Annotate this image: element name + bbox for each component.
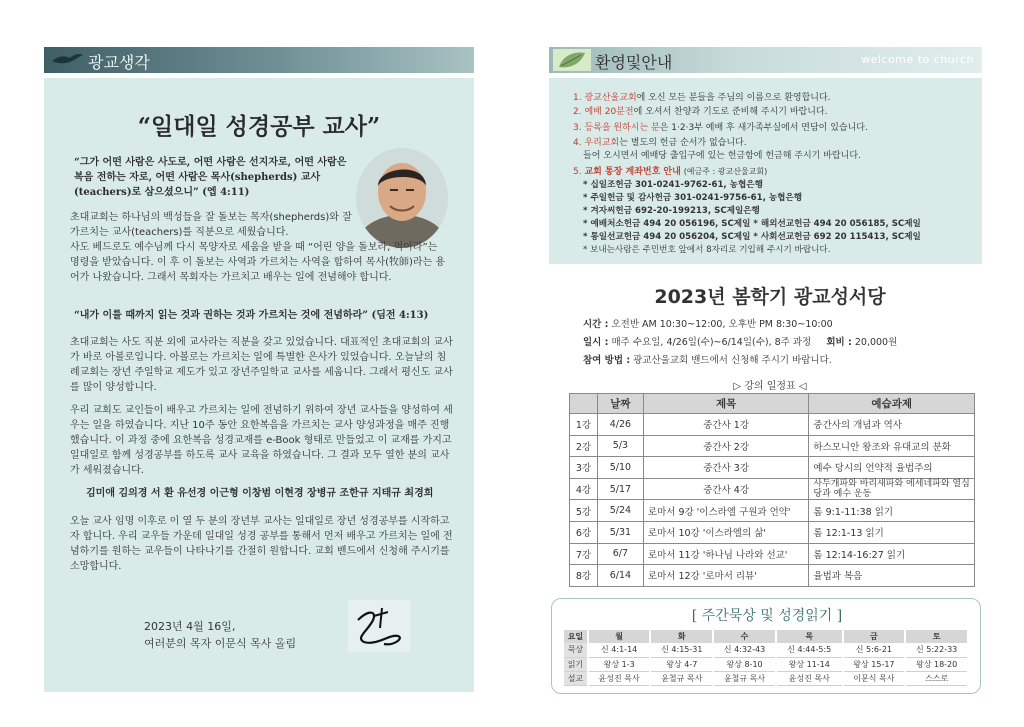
- lecture-prep: 사두개파와 바리새파와 에세네파와 열심당과 예수 운동: [809, 478, 975, 500]
- weekly-cell: 신 5:22-33: [905, 643, 968, 657]
- info-fee-label: 회비 :: [826, 337, 852, 348]
- left-header: [44, 47, 474, 73]
- weekly-header-row: [564, 630, 968, 643]
- weekly-cell: 신 5:6-21: [843, 643, 906, 657]
- notice-2-text: 에 오셔서 찬양과 기도로 준비해 주시기 바랍니다.: [633, 107, 828, 117]
- lecture-prep: 예수 당시의 언약적 율법주의: [809, 457, 975, 479]
- lecture-no: 3강: [570, 457, 598, 479]
- weekly-reading-box: [551, 598, 981, 694]
- weekly-cell: 신 4:44-5:5: [776, 643, 843, 657]
- lecture-title: 로마서 9강 '이스라엘 구원과 언약': [643, 500, 809, 522]
- table-row: [570, 457, 975, 479]
- lecture-no: 7강: [570, 543, 598, 565]
- notice-3: [573, 122, 978, 134]
- lecture-prep: 율법과 복음: [809, 565, 975, 587]
- lecture-prep: 롬 12:1-13 읽기: [809, 521, 975, 543]
- weekly-row-label: 읽기: [564, 657, 588, 671]
- letter-date: 2023년 4월 16일,: [144, 620, 236, 633]
- info-time: [583, 316, 833, 330]
- table-row: [570, 521, 975, 543]
- weekly-header-fri: 금: [843, 630, 906, 643]
- table-row: [570, 435, 975, 457]
- notice-4: [573, 137, 978, 149]
- notice-1: [573, 92, 978, 104]
- weekly-cell: 왕상 8-10: [713, 657, 776, 671]
- weekly-cell: 윤철규 목사: [650, 671, 713, 685]
- weekly-row-label: 설교: [564, 671, 588, 685]
- notice-3-num: 3.: [573, 123, 582, 133]
- lecture-title: 중간사 2강: [643, 435, 809, 457]
- lecture-prep: 롬 9:1-11:38 읽기: [809, 500, 975, 522]
- notice-2-num: 2.: [573, 107, 582, 117]
- paragraph-1b: 사도 베드로도 예수님께 다시 목양자로 세움을 받을 때 “어린 양을 돌보라, 먹이라”는 명령을 받았습니다. 이 후 이 돌보는 사역과 가르치는 사역을 합하여 목사(牧師)라는 용어가 나왔습니다. 그래서 목회자는 가르치고 배우는 일에 전념해야 합니다.: [70, 242, 446, 283]
- lecture-title: 로마서 11강 '하나님 나라와 선교': [643, 543, 809, 565]
- schedule-header-prep: 예습과제: [809, 394, 975, 414]
- weekly-header-mon: 월: [588, 630, 651, 643]
- lecture-prep: 하스모니안 왕조와 유대교의 분화: [809, 435, 975, 457]
- schedule-header-row: [570, 394, 975, 414]
- lecture-date: 6/14: [597, 565, 643, 587]
- table-row: [570, 565, 975, 587]
- weekly-cell: 왕상 11-14: [776, 657, 843, 671]
- lecture-no: 4강: [570, 478, 598, 500]
- weekly-row-meditation: [564, 643, 968, 657]
- lecture-no: 2강: [570, 435, 598, 457]
- weekly-header-tue: 화: [650, 630, 713, 643]
- notice-4-line2: 들어 오시면서 예배당 출입구에 있는 헌금함에 헌금해 주시기 바랍니다.: [583, 151, 861, 161]
- left-panel: [44, 78, 474, 692]
- lecture-title: 로마서 12강 '로마서 리뷰': [643, 565, 809, 587]
- notice-3-highlight: 등록을 원하시는 분: [584, 123, 660, 133]
- left-header-title: 광교생각: [88, 53, 150, 72]
- notice-5: [573, 166, 978, 178]
- signature-image: [344, 598, 414, 654]
- weekly-cell: 이문식 목사: [843, 671, 906, 685]
- right-header-title: 환영및안내: [595, 53, 673, 72]
- notice-2-highlight: 예배 20분전: [584, 107, 634, 117]
- notice-4-text: 는 별도의 헌금 순서가 없습니다.: [619, 138, 747, 148]
- weekly-header-wed: 수: [713, 630, 776, 643]
- lecture-date: 5/10: [597, 457, 643, 479]
- notice-2: [573, 106, 978, 118]
- weekly-header-sat: 토: [905, 630, 968, 643]
- lecture-date: 5/3: [597, 435, 643, 457]
- lecture-no: 8강: [570, 565, 598, 587]
- account-tithe: * 십일조헌금 301-0241-9762-61, 농협은행: [583, 180, 763, 190]
- right-header: [549, 47, 982, 73]
- teacher-names: 김미애 김의경 서 환 유선경 이근형 이창범 이현경 장병규 조한규 지태규 최경희: [86, 488, 434, 499]
- weekly-row-sermon: [564, 671, 968, 685]
- lecture-no: 5강: [570, 500, 598, 522]
- study-title: 2023년 봄학기 광교성서당: [654, 286, 886, 308]
- lecture-date: 5/24: [597, 500, 643, 522]
- info-date-value: 매주 수요일, 4/26일(수)~6/14일(수), 8주 과정: [611, 337, 812, 348]
- weekly-cell: 윤성진 목사: [588, 671, 651, 685]
- lecture-title: 로마서 10강 '이스라엘의 삶': [643, 521, 809, 543]
- notice-1-num: 1.: [573, 93, 582, 103]
- info-time-value: 오전반 AM 10:30~12:00, 오후반 PM 8:30~10:00: [611, 319, 833, 330]
- lecture-title: 중간사 1강: [643, 414, 809, 436]
- weekly-header-day: 요일: [564, 630, 588, 643]
- schedule-title: ▷ 강의 일정표 ◁: [733, 381, 807, 392]
- schedule-table: [569, 393, 975, 587]
- weekly-cell: 신 4:15-31: [650, 643, 713, 657]
- schedule-header-date: 날짜: [597, 394, 643, 414]
- account-worship-mission: * 예배처소헌금 494 20 056196, SC제일 * 해외선교헌금 494 20 056185, SC제일: [583, 219, 921, 229]
- notice-3-text: 은 1·2·3부 예배 후 새가족부실에서 면담이 있습니다.: [659, 123, 868, 133]
- weekly-title: [ 주간묵상 및 성경읽기 ]: [691, 608, 843, 624]
- leaf-icon: [553, 49, 591, 71]
- letter-signoff: 여러분의 목자 이문식 목사 올림: [144, 637, 297, 650]
- lecture-prep: 중간사의 개념과 역사: [809, 414, 975, 436]
- info-method-value: 광교산울교회 밴드에서 신청해 주시기 바랍니다.: [633, 355, 832, 366]
- welcome-subtitle: welcome to church: [861, 53, 974, 66]
- page-title: “일대일 성경공부 교사”: [137, 113, 381, 140]
- lecture-date: 5/31: [597, 521, 643, 543]
- quote-ephesians: “그가 어떤 사람은 사도로, 어떤 사람은 선지자로, 어떤 사람은 복음 전하는 자로, 어떤 사람은 목사(shepherds) 교사(teachers)로 삼으셨으니” (엡 4:11): [74, 157, 347, 198]
- lecture-date: 5/17: [597, 478, 643, 500]
- weekly-cell: 윤철규 목사: [713, 671, 776, 685]
- quote-timothy: “내가 이를 때까지 읽는 것과 권하는 것과 가르치는 것에 전념하라” (딤전 4:13): [74, 310, 429, 321]
- info-fee-value: 20,000원: [854, 337, 898, 348]
- lecture-date: 4/26: [597, 414, 643, 436]
- notice-1-highlight: 광교산울교회: [584, 93, 637, 103]
- info-date-label: 일시 :: [583, 337, 609, 348]
- weekly-row-reading: [564, 657, 968, 671]
- notice-5-highlight: 교회 통장 계좌번호 안내: [584, 167, 681, 177]
- info-time-label: 시간 :: [583, 319, 609, 330]
- lecture-date: 6/7: [597, 543, 643, 565]
- schedule-header-title: 제목: [643, 394, 809, 414]
- weekly-cell: 스스로: [905, 671, 968, 685]
- lecture-prep: 롬 12:14-16:27 읽기: [809, 543, 975, 565]
- lecture-title: 중간사 4강: [643, 478, 809, 500]
- info-method-label: 참여 방법 :: [583, 355, 631, 366]
- weekly-cell: 윤성진 목사: [776, 671, 843, 685]
- table-row: [570, 500, 975, 522]
- lecture-no: 1강: [570, 414, 598, 436]
- notice-1-text: 에 오신 모든 분들을 주님의 이름으로 환영합니다.: [636, 93, 831, 103]
- pastor-photo: [356, 148, 448, 248]
- weekly-cell: 왕상 1-3: [588, 657, 651, 671]
- paragraph-1: 초대교회는 하나님의 백성들을 잘 돌보는 목자(shepherds)와 잘 가르치는 교사(teachers)를 직분으로 세웠습니다.: [70, 212, 352, 238]
- notice-5-text: (예금주 : 광교산울교회): [683, 167, 768, 176]
- lecture-no: 6강: [570, 521, 598, 543]
- account-mustard: * 겨자씨헌금 692-20-199213, SC제일은행: [583, 206, 760, 216]
- schedule-header-blank: [570, 394, 598, 414]
- bird-icon: [50, 52, 84, 68]
- table-row: [570, 543, 975, 565]
- notice-4-highlight: 우리교회: [584, 138, 620, 148]
- paragraph-3: 우리 교회도 교인들이 배우고 가르치는 일에 전념하기 위하여 장년 교사들을 양성하여 세우는 일을 하였습니다. 지난 10주 동안 요한복음을 가르치는 교사 양성과정을 매주 진행했습니다. 이 과정 중에 요한복음 성경교재를 e-Book 형태로 만들었고 이 교재를 가지고 일대일로 함께 성경공부를 하도록 교사 교육을 하였습니다. 그 결과 모두 열한 분의 교사가 세워졌습니다.: [70, 405, 453, 476]
- table-row: [570, 414, 975, 436]
- weekly-cell: 왕상 18-20: [905, 657, 968, 671]
- notice-box: [549, 78, 982, 264]
- weekly-cell: 신 4:1-14: [588, 643, 651, 657]
- account-unification-social: * 통일선교헌금 494 20 056204, SC제일 * 사회선교헌금 692 20 115413, SC제일: [583, 232, 921, 242]
- notice-4-num: 4.: [573, 138, 582, 148]
- account-sunday: * 주일헌금 및 감사헌금 301-0241-9756-61, 농협은행: [583, 193, 803, 203]
- paragraph-2: 초대교회는 사도 직분 외에 교사라는 직분을 갖고 있었습니다. 대표적인 초대교회의 교사가 바로 아볼로입니다. 아볼로는 가르치는 일에 특별한 은사가 있었습니다. 오늘날의 침례교회는 장년 주일학교 제도가 있고 장년주일학교 교사를 세웁니다. 그래서 평신도 교사를 많이 양성합니다.: [70, 337, 453, 393]
- table-row: [570, 478, 975, 500]
- weekly-header-thu: 목: [776, 630, 843, 643]
- weekly-cell: 신 4:32-43: [713, 643, 776, 657]
- weekly-table: [564, 630, 969, 686]
- weekly-row-label: 묵상: [564, 643, 588, 657]
- paragraph-4: 오늘 교사 임명 이후로 이 열 두 분의 장년부 교사는 일대일로 장년 성경공부를 시작하고자 합니다. 우리 교우들 가운데 일대일 성경 공부를 통해서 먼저 배우고 가르치는 일에 전념하기를 원하는 교우들이 나타나기를 간절히 원합니다. 교회 밴드에서 신청해 주시기를 소망합니다.: [70, 516, 453, 572]
- info-date: [583, 334, 897, 348]
- lecture-title: 중간사 3강: [643, 457, 809, 479]
- weekly-cell: 왕상 15-17: [843, 657, 906, 671]
- account-note: * 보내는사람은 주민번호 앞에서 8자리로 기입해 주시기 바랍니다.: [583, 245, 831, 255]
- notice-5-num: 5.: [573, 167, 582, 177]
- weekly-cell: 왕상 4-7: [650, 657, 713, 671]
- info-method: [583, 352, 832, 366]
